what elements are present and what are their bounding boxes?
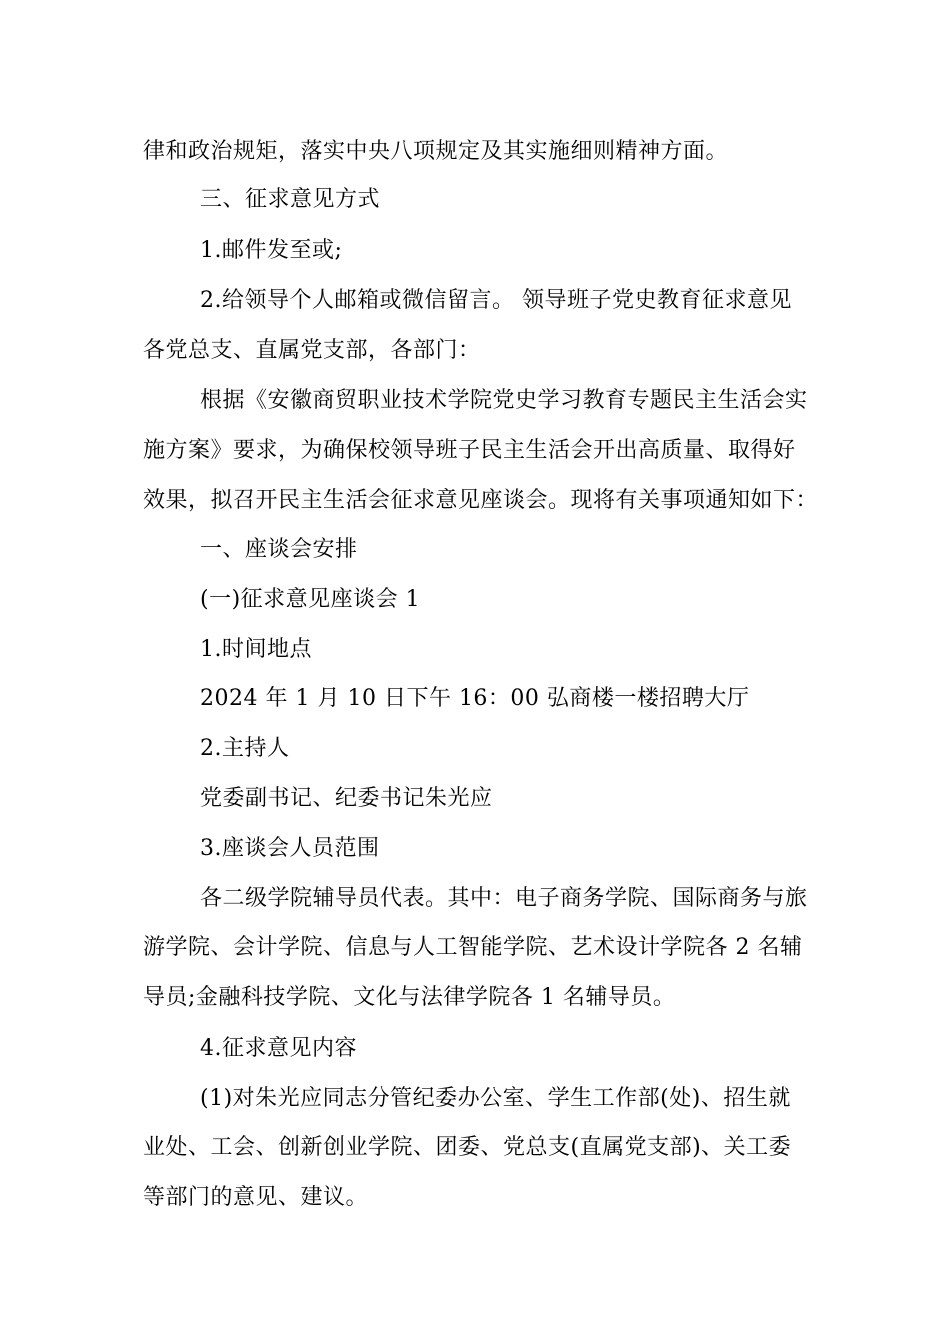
text-line: 等部门的意见、建议。	[143, 1185, 369, 1210]
section-heading: 三、征求意见方式	[200, 187, 381, 212]
text-line: (1)对朱光应同志分管纪委办公室、学生工作部(处)、招生就	[200, 1086, 791, 1111]
text-line: 2.给领导个人邮箱或微信留言。 领导班子党史教育征求意见	[200, 288, 792, 313]
text-line: 各党总支、直属党支部，各部门：	[143, 338, 481, 363]
text-line: 导员;金融科技学院、文化与法律学院各 1 名辅导员。	[143, 985, 676, 1010]
text-line: 党委副书记、纪委书记朱光应	[200, 786, 493, 811]
text-line: 1.时间地点	[200, 637, 312, 662]
text-line: 施方案》要求，为确保校领导班子民主生活会开出高质量、取得好	[143, 438, 796, 463]
text-line: 2024 年 1 月 10 日下午 16：00 弘商楼一楼招聘大厅	[200, 686, 750, 711]
subsection-heading: (一)征求意见座谈会 1	[200, 587, 421, 612]
text-line: 律和政治规矩，落实中央八项规定及其实施细则精神方面。	[143, 139, 729, 164]
text-line: 4.征求意见内容	[200, 1036, 357, 1061]
section-heading: 一、座谈会安排	[200, 537, 358, 562]
text-line: 2.主持人	[200, 736, 290, 761]
text-line: 游学院、会计学院、信息与人工智能学院、艺术设计学院各 2 名辅	[143, 935, 803, 960]
text-line: 1.邮件发至或;	[200, 238, 343, 263]
text-line: 各二级学院辅导员代表。其中：电子商务学院、国际商务与旅	[200, 886, 808, 911]
text-line: 效果，拟召开民主生活会征求意见座谈会。现将有关事项通知如下：	[143, 488, 819, 513]
text-line: 根据《安徽商贸职业技术学院党史学习教育专题民主生活会实	[200, 388, 808, 413]
text-line: 业处、工会、创新创业学院、团委、党总支(直属党支部)、关工委	[143, 1135, 792, 1160]
text-line: 3.座谈会人员范围	[200, 836, 380, 861]
